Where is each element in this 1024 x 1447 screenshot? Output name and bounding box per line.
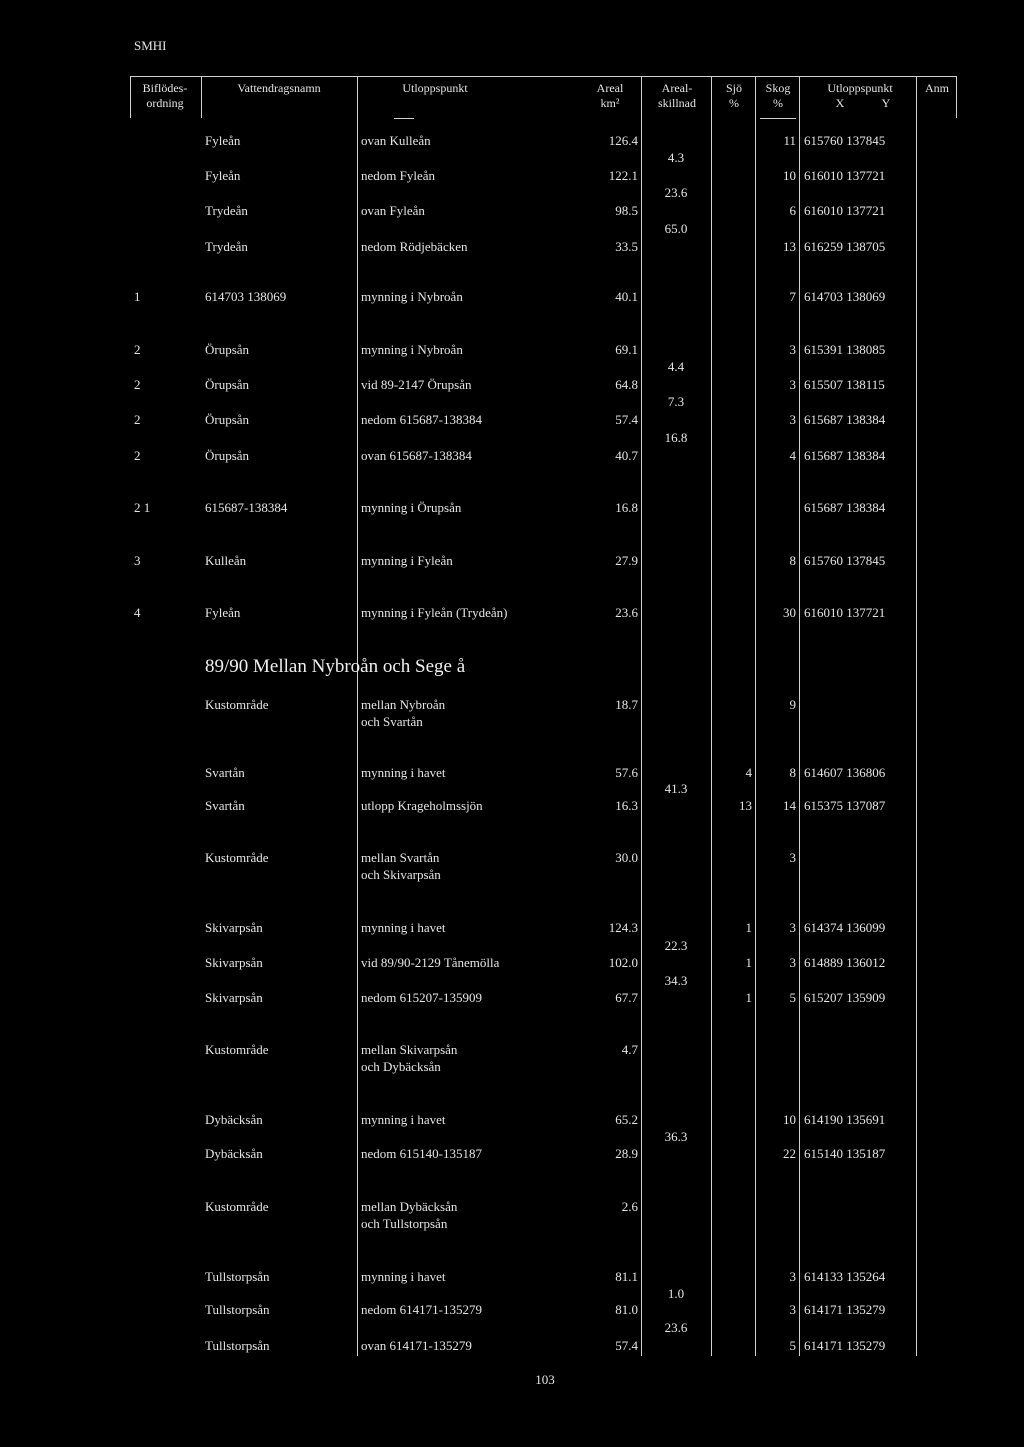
- cell-area-diff: 36.3: [664, 1129, 688, 1144]
- cell-name: Örupsån: [205, 342, 250, 357]
- cell-coord: 614374 136099: [804, 920, 886, 935]
- col-rule: [755, 76, 756, 1356]
- cell-outlet: mynning i havet: [361, 1112, 446, 1127]
- cell-order: 2: [134, 377, 141, 392]
- cell-forest: 3: [789, 412, 796, 427]
- cell-order: 1: [134, 289, 141, 304]
- header-name: Vattendragsnamn: [237, 81, 321, 95]
- cell-outlet: nedom Fyleån: [361, 168, 436, 183]
- cell-coord: 615760 137845: [804, 553, 886, 568]
- cell-order: 3: [134, 553, 141, 568]
- cell-name: Tullstorpsån: [205, 1338, 270, 1353]
- cell-coord: 616010 137721: [804, 605, 886, 620]
- col-rule: [916, 76, 917, 1356]
- cell-area: 57.4: [615, 1338, 638, 1353]
- cell-name: 615687-138384: [205, 500, 288, 515]
- section-title: 89/90 Mellan Nybroån och Sege å: [205, 656, 466, 677]
- col-rule: [130, 76, 131, 118]
- col-rule: [956, 76, 957, 118]
- cell-area: 23.6: [615, 605, 638, 620]
- cell-outlet: mellan Nybroån: [361, 697, 446, 712]
- cell-outlet: mynning i havet: [361, 920, 446, 935]
- cell-area: 126.4: [608, 133, 638, 148]
- cell-area: 57.4: [615, 412, 638, 427]
- cell-area-diff: 65.0: [664, 221, 688, 236]
- cell-area: 81.1: [615, 1269, 638, 1284]
- cell-outlet: mynning i Nybroån: [361, 289, 463, 304]
- cell-outlet: mynning i Fyleån: [361, 553, 453, 568]
- cell-outlet: mynning i Örupsån: [361, 500, 462, 515]
- cell-area-diff: 23.6: [664, 185, 688, 200]
- cell-outlet: vid 89-2147 Örupsån: [361, 377, 472, 392]
- cell-lake: 1: [745, 920, 752, 935]
- cell-name: Kustområde: [205, 1042, 269, 1057]
- cell-area-diff: 41.3: [664, 781, 688, 796]
- cell-outlet-line2: och Tullstorpsån: [361, 1216, 448, 1231]
- cell-outlet: mynning i Nybroån: [361, 342, 463, 357]
- cell-forest: 14: [783, 798, 796, 813]
- cell-outlet-line2: och Svartån: [361, 714, 423, 729]
- cell-area: 18.7: [615, 697, 638, 712]
- cell-name: Tullstorpsån: [205, 1302, 270, 1317]
- cell-outlet: nedom 615140-135187: [361, 1146, 482, 1161]
- cell-area: 122.1: [608, 168, 638, 183]
- cell-order: 2: [134, 448, 141, 463]
- cell-forest: 6: [789, 203, 796, 218]
- cell-forest: 11: [783, 133, 796, 148]
- cell-forest: 8: [789, 553, 796, 568]
- cell-area: 69.1: [615, 342, 638, 357]
- cell-area: 33.5: [615, 239, 638, 254]
- cell-name: Tullstorpsån: [205, 1269, 270, 1284]
- cell-coord: 615140 135187: [804, 1146, 886, 1161]
- cell-lake: 13: [739, 798, 752, 813]
- cell-area: 27.9: [615, 553, 638, 568]
- cell-coord: 614171 135279: [804, 1302, 886, 1317]
- cell-order: 2 1: [134, 500, 151, 515]
- cell-area: 40.7: [615, 448, 638, 463]
- cell-coord: 615375 137087: [804, 798, 886, 813]
- cell-outlet: ovan Fyleån: [361, 203, 425, 218]
- cell-outlet: mynning i Fyleån (Trydeån): [361, 605, 508, 620]
- cell-outlet-line2: och Skivarpsån: [361, 867, 441, 882]
- cell-name: Kulleån: [205, 553, 247, 568]
- cell-outlet: nedom 615687-138384: [361, 412, 482, 427]
- cell-forest: 22: [783, 1146, 796, 1161]
- cell-outlet: utlopp Krageholmssjön: [361, 798, 483, 813]
- cell-name: Örupsån: [205, 377, 250, 392]
- cell-outlet: mynning i havet: [361, 765, 446, 780]
- cell-outlet-line2: och Dybäcksån: [361, 1059, 441, 1074]
- cell-forest: 3: [789, 377, 796, 392]
- cell-name: Dybäcksån: [205, 1112, 263, 1127]
- col-rule: [641, 76, 642, 1356]
- cell-coord: 615207 135909: [804, 990, 886, 1005]
- cell-coord: 616010 137721: [804, 168, 886, 183]
- cell-name: Skivarpsån: [205, 955, 263, 970]
- cell-name: 614703 138069: [205, 289, 287, 304]
- cell-area-diff: 23.6: [664, 1320, 688, 1335]
- cell-area: 16.3: [615, 798, 638, 813]
- header-area-diff: Areal- skillnad: [658, 81, 696, 110]
- cell-outlet: ovan 614171-135279: [361, 1338, 472, 1353]
- header-top-rule: [130, 76, 956, 77]
- cell-coord: 615687 138384: [804, 500, 886, 515]
- cell-name: Fyleån: [205, 168, 241, 183]
- cell-order: 4: [134, 605, 141, 620]
- cell-forest: 10: [783, 1112, 796, 1127]
- cell-area: 57.6: [615, 765, 638, 780]
- cell-outlet: nedom Rödjebäcken: [361, 239, 468, 254]
- cell-area: 28.9: [615, 1146, 638, 1161]
- cell-forest: 10: [783, 168, 796, 183]
- cell-outlet: mellan Svartån: [361, 850, 440, 865]
- cell-area-diff: 7.3: [667, 394, 685, 409]
- cell-coord: 615507 138115: [804, 377, 885, 392]
- col-rule: [357, 76, 358, 1356]
- cell-area: 2.6: [621, 1199, 638, 1214]
- cell-coord: 616010 137721: [804, 203, 886, 218]
- cell-name: Svartån: [205, 798, 245, 813]
- cell-order: 2: [134, 412, 141, 427]
- cell-coord: 615687 138384: [804, 412, 886, 427]
- cell-name: Svartån: [205, 765, 245, 780]
- cell-coord: 614607 136806: [804, 765, 886, 780]
- cell-area: 124.3: [608, 920, 638, 935]
- cell-area: 102.0: [608, 955, 638, 970]
- cell-coord: 614889 136012: [804, 955, 886, 970]
- header-area: Areal km²: [596, 81, 624, 110]
- cell-forest: 3: [789, 1302, 796, 1317]
- cell-area: 67.7: [615, 990, 638, 1005]
- header-forest: Skog %: [765, 81, 791, 110]
- cell-lake: 4: [745, 765, 752, 780]
- cell-forest: 3: [789, 850, 796, 865]
- cell-area-diff: 4.3: [667, 150, 685, 165]
- cell-name: Kustområde: [205, 1199, 269, 1214]
- cell-forest: 5: [789, 1338, 796, 1353]
- cell-forest: 30: [783, 605, 796, 620]
- cell-forest: 3: [789, 342, 796, 357]
- cell-area: 98.5: [615, 203, 638, 218]
- col-rule: [201, 76, 202, 118]
- cell-coord: 615687 138384: [804, 448, 886, 463]
- cell-area: 65.2: [615, 1112, 638, 1127]
- cell-outlet: mellan Skivarpsån: [361, 1042, 458, 1057]
- col-rule: [711, 76, 712, 1356]
- header-outlet: Utloppspunkt: [402, 81, 468, 95]
- cell-area: 30.0: [615, 850, 638, 865]
- cell-forest: 8: [789, 765, 796, 780]
- cell-name: Örupsån: [205, 412, 250, 427]
- cell-area-diff: 22.3: [664, 938, 688, 953]
- cell-forest: 3: [789, 1269, 796, 1284]
- cell-area: 16.8: [615, 500, 638, 515]
- cell-lake: 1: [745, 955, 752, 970]
- cell-area-diff: 4.4: [667, 359, 685, 374]
- cell-coord: 614703 138069: [804, 289, 886, 304]
- cell-coord: 616259 138705: [804, 239, 886, 254]
- cell-area: 64.8: [615, 377, 638, 392]
- cell-outlet: ovan 615687-138384: [361, 448, 472, 463]
- cell-name: Trydeån: [205, 239, 248, 254]
- cell-name: Skivarpsån: [205, 990, 263, 1005]
- cell-forest: 13: [783, 239, 796, 254]
- cell-outlet: nedom 614171-135279: [361, 1302, 482, 1317]
- cell-name: Örupsån: [205, 448, 250, 463]
- col-rule: [799, 76, 800, 1356]
- header-outlet-coord: Utloppspunkt X Y: [827, 81, 893, 110]
- cell-coord: 614171 135279: [804, 1338, 886, 1353]
- cell-name: Fyleån: [205, 605, 241, 620]
- cell-name: Skivarpsån: [205, 920, 263, 935]
- cell-area-diff: 1.0: [667, 1286, 685, 1301]
- cell-outlet: mynning i havet: [361, 1269, 446, 1284]
- cell-coord: 615391 138085: [804, 342, 886, 357]
- cell-forest: 9: [789, 697, 796, 712]
- cell-forest: 4: [789, 448, 796, 463]
- cell-forest: 3: [789, 920, 796, 935]
- cell-lake: 1: [745, 990, 752, 1005]
- cell-area: 4.7: [621, 1042, 638, 1057]
- header-underline: [394, 118, 414, 119]
- cell-outlet: vid 89/90-2129 Tånemölla: [361, 955, 500, 970]
- cell-forest: 7: [789, 289, 796, 304]
- cell-forest: 3: [789, 955, 796, 970]
- cell-outlet: nedom 615207-135909: [361, 990, 482, 1005]
- cell-area-diff: 16.8: [664, 430, 688, 445]
- cell-coord: 614190 135691: [804, 1112, 886, 1127]
- cell-name: Trydeån: [205, 203, 248, 218]
- cell-coord: 614133 135264: [804, 1269, 886, 1284]
- cell-outlet: ovan Kulleån: [361, 133, 431, 148]
- cell-order: 2: [134, 342, 141, 357]
- cell-area: 81.0: [615, 1302, 638, 1317]
- cell-name: Kustområde: [205, 850, 269, 865]
- header-order: Biflödes- ordning: [142, 81, 188, 110]
- cell-forest: 5: [789, 990, 796, 1005]
- cell-area: 40.1: [615, 289, 638, 304]
- cell-outlet: mellan Dybäcksån: [361, 1199, 458, 1214]
- cell-name: Fyleån: [205, 133, 241, 148]
- header-underline: [760, 118, 796, 119]
- cell-name: Dybäcksån: [205, 1146, 263, 1161]
- header-remarks: Anm: [925, 81, 949, 95]
- cell-name: Kustområde: [205, 697, 269, 712]
- cell-coord: 615760 137845: [804, 133, 886, 148]
- page-number: 103: [535, 1372, 555, 1387]
- org-label: SMHI: [134, 38, 167, 53]
- header-lake: Sjö %: [725, 81, 742, 110]
- cell-area-diff: 34.3: [664, 973, 688, 988]
